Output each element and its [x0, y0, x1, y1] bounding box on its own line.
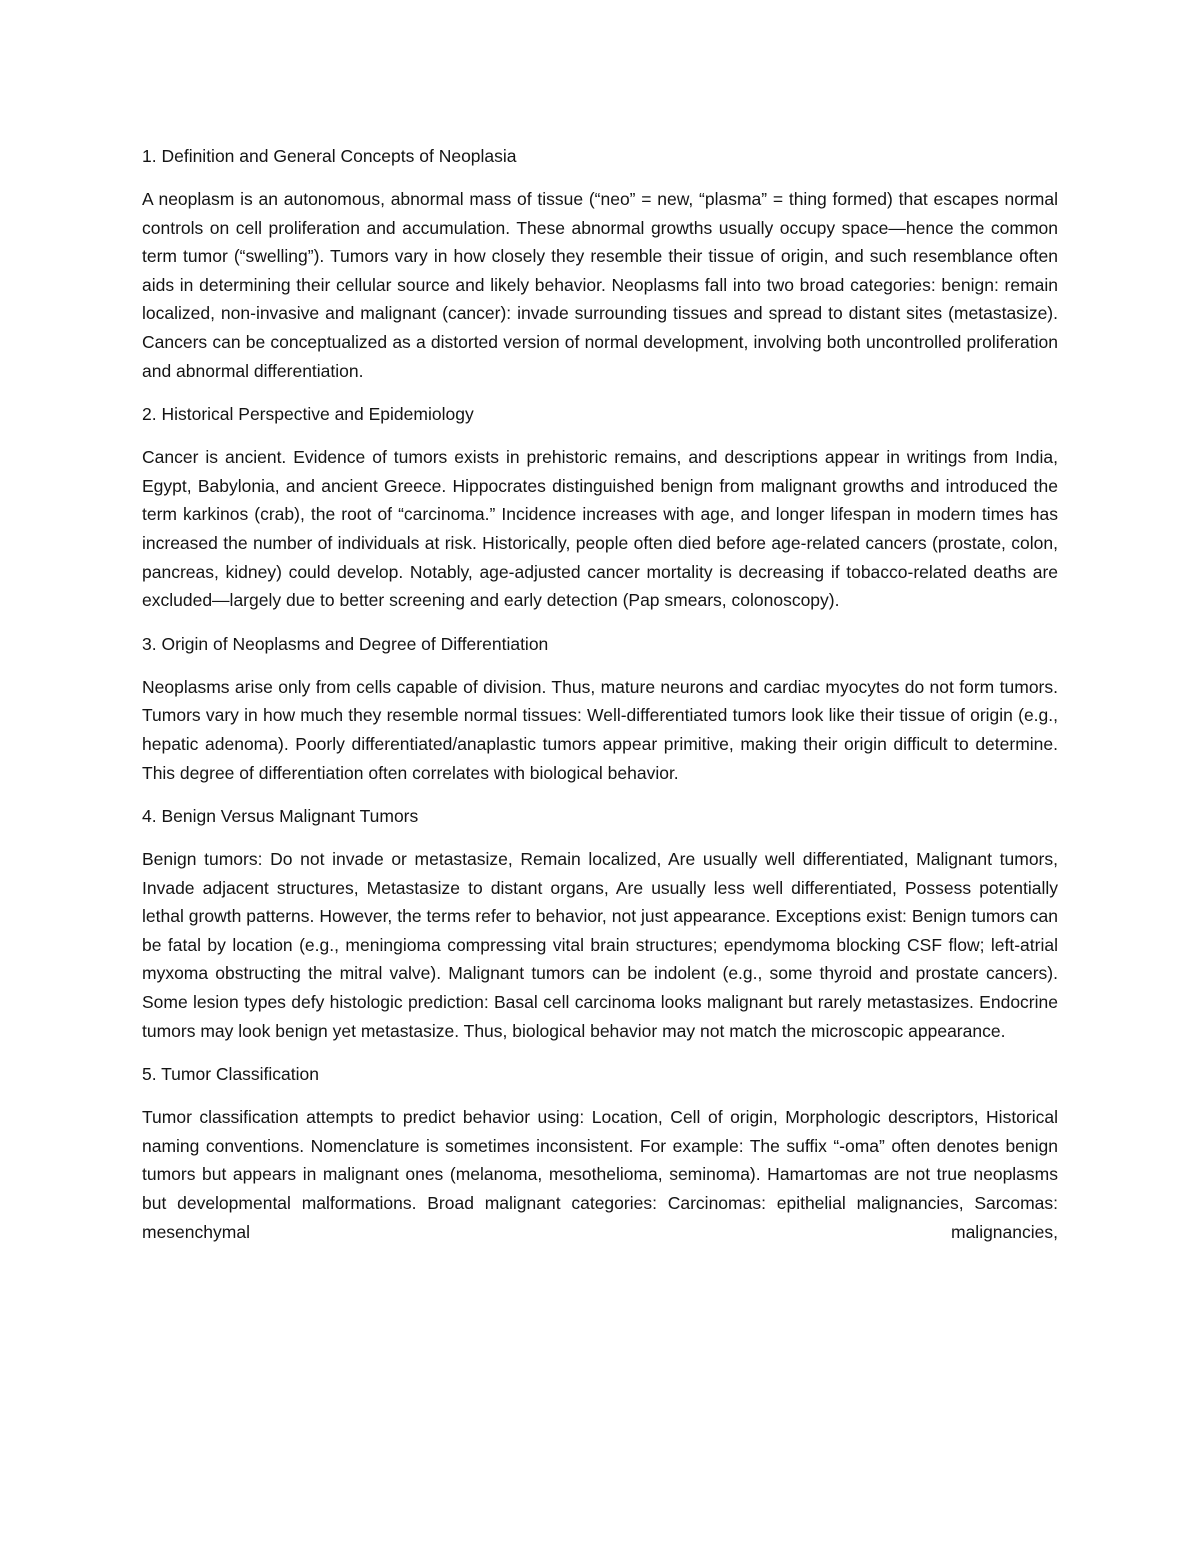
section-benign-vs-malignant [142, 802, 1058, 1045]
document-page [142, 142, 1058, 1261]
section-origin [142, 630, 1058, 787]
section-definition [142, 142, 1058, 385]
section-body: A neoplasm is an autonomous, abnormal mass of tissue (“neo” = new, “plasma” = thing formed) that escapes normal controls on cell proliferation and accumulation. These abnormal growths usually occupy space—hence the common term tumor (“swelling”). Tumors vary in how closely they resemble their tissue of origin, and such resemblance often aids in determining their cellular source and likely behavior. Neoplasms fall into two broad categories: benign: remain localized, non-invasive and malignant (cancer): invade surrounding tissues and spread to distant sites (metastasize). Cancers can be conceptualized as a distorted version of normal development, involving both uncontrolled proliferation and abnormal differentiation. [142, 189, 1058, 381]
section-body: Neoplasms arise only from cells capable of division. Thus, mature neurons and cardiac myocytes do not form tumors. Tumors vary in how much they resemble normal tissues: Well-differentiated tumors look like their tissue of origin (e.g., hepatic adenoma). Poorly differentiated/anaplastic tumors appear primitive, making their origin difficult to determine. This degree of differentiation often correlates with biological behavior. [142, 676, 1058, 783]
section-classification [142, 1060, 1058, 1246]
section-heading: 3. Origin of Neoplasms and Degree of Differentiation [142, 633, 549, 654]
section-heading: 2. Historical Perspective and Epidemiology [142, 404, 474, 425]
section-body: Cancer is ancient. Evidence of tumors exists in prehistoric remains, and descriptions appear in writings from India, Egypt, Babylonia, and ancient Greece. Hippocrates distinguished benign from malignant growths and introduced the term karkinos (crab), the root of “carcinoma.” Incidence increases with age, and longer lifespan in modern times has increased the number of individuals at risk. Historically, people often died before age-related cancers (prostate, colon, pancreas, kidney) could develop. Notably, age-adjusted cancer mortality is decreasing if tobacco-related deaths are excluded—largely due to better screening and early detection (Pap smears, colonoscopy). [142, 447, 1058, 611]
section-history [142, 400, 1058, 615]
section-body: Benign tumors: Do not invade or metastasize, Remain localized, Are usually well differentiated, Malignant tumors, Invade adjacent structures, Metastasize to distant organs, Are usually less well differentiated, Possess potentially lethal growth patterns. However, the terms refer to behavior, not just appearance. Exceptions exist: Benign tumors can be fatal by location (e.g., meningioma compressing vital brain structures; ependymoma blocking CSF flow; left-atrial myxoma obstructing the mitral valve). Malignant tumors can be indolent (e.g., some thyroid and prostate cancers). Some lesion types defy histologic prediction: Basal cell carcinoma looks malignant but rarely metastasizes. Endocrine tumors may look benign yet metastasize. Thus, biological behavior may not match the microscopic appearance. [142, 849, 1058, 1041]
section-heading: 1. Definition and General Concepts of Neoplasia [142, 146, 517, 166]
section-heading: 5. Tumor Classification [142, 1064, 320, 1085]
section-body: Tumor classification attempts to predict behavior using: Location, Cell of origin, Morphologic descriptors, Historical naming conventions. Nomenclature is sometimes inconsistent. For example: The suffix “-oma” often denotes benign tumors but appears in malignant ones (melanoma, mesothelioma, seminoma). Hamartomas are not true neoplasms but developmental malformations. Broad malignant categories: Carcinomas: epithelial malignancies, Sarcomas: mesenchymal malignancies, [142, 1107, 1058, 1242]
section-heading: 4. Benign Versus Malignant Tumors [142, 806, 419, 827]
